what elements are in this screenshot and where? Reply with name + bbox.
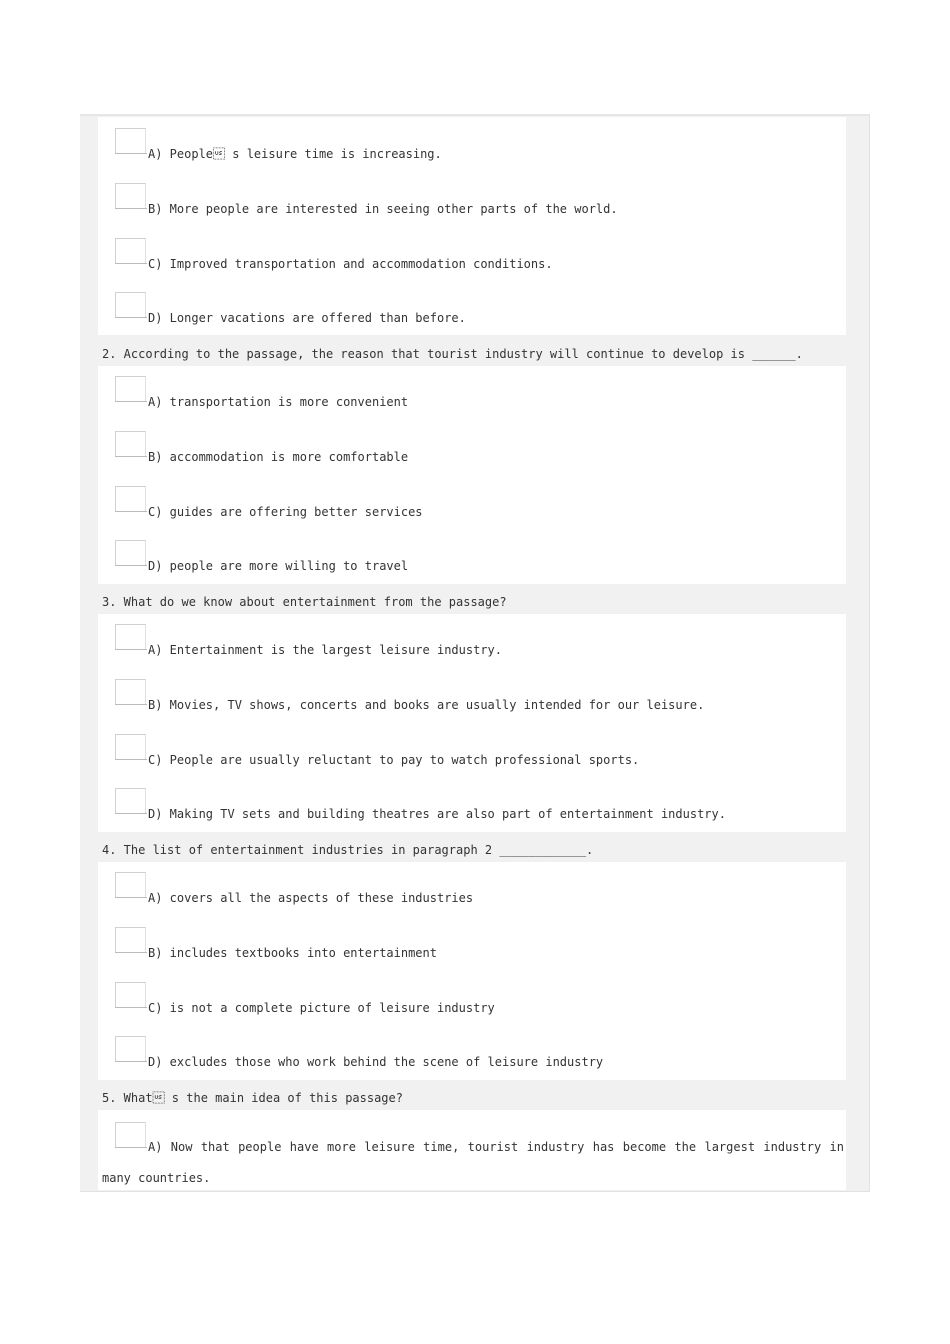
checkbox[interactable]: [115, 734, 146, 760]
option-label: B) includes textbooks into entertainment: [148, 946, 437, 960]
option-label: C) is not a complete picture of leisure industry: [148, 1001, 495, 1015]
checkbox[interactable]: [115, 238, 146, 264]
option-q2-b[interactable]: [98, 431, 846, 471]
option-label: D) excludes those who work behind the scene of leisure industry: [148, 1055, 604, 1069]
option-q1-b[interactable]: [98, 183, 846, 223]
option-q2-d[interactable]: [98, 540, 846, 580]
option-q2-a[interactable]: [98, 376, 846, 416]
option-q4-b[interactable]: [98, 927, 846, 967]
question-text: 2. According to the passage, the reason that tourist industry will continue to develop is ______.: [102, 347, 803, 361]
option-label: C) Improved transportation and accommodation conditions.: [148, 257, 553, 271]
option-label: D) Longer vacations are offered than before.: [148, 311, 466, 325]
option-label: B) More people are interested in seeing other parts of the world.: [148, 202, 618, 216]
option-label: A) Entertainment is the largest leisure industry.: [148, 643, 503, 657]
option-q3-a[interactable]: [98, 624, 846, 664]
option-q3-d[interactable]: [98, 788, 846, 828]
option-q4-a[interactable]: [98, 872, 846, 912]
option-label: C) guides are offering better services: [148, 505, 423, 519]
option-q2-c[interactable]: [98, 486, 846, 526]
checkbox[interactable]: [115, 872, 146, 898]
question-text: 3. What do we know about entertainment from the passage?: [102, 595, 507, 609]
option-label: B) accommodation is more comfortable: [148, 450, 409, 464]
option-q3-c[interactable]: [98, 734, 846, 774]
option-q4-d[interactable]: [98, 1036, 846, 1076]
option-q1-c[interactable]: [98, 238, 846, 278]
checkbox[interactable]: [115, 486, 146, 512]
option-q1-d[interactable]: [98, 292, 846, 332]
option-label: B) Movies, TV shows, concerts and books are usually intended for our leisure.: [148, 698, 705, 712]
question-text: 5. What s the main idea of this passage?: [102, 1091, 403, 1105]
checkbox[interactable]: [115, 927, 146, 953]
checkbox[interactable]: [115, 183, 146, 209]
checkbox[interactable]: [115, 128, 146, 154]
option-label: A) transportation is more convenient: [148, 395, 409, 409]
checkbox[interactable]: [115, 679, 146, 705]
option-label: A) People s leisure time is increasing.: [148, 147, 442, 161]
checkbox[interactable]: [115, 292, 146, 318]
option-q4-c[interactable]: [98, 982, 846, 1022]
question-text: 4. The list of entertainment industries in paragraph 2 ____________.: [102, 843, 594, 857]
checkbox[interactable]: [115, 431, 146, 457]
checkbox[interactable]: [115, 788, 146, 814]
checkbox[interactable]: [115, 624, 146, 650]
option-label: A) covers all the aspects of these industries: [148, 891, 474, 905]
option-label: D) people are more willing to travel: [148, 559, 409, 573]
option-q5-a[interactable]: [98, 1122, 846, 1188]
option-label: D) Making TV sets and building theatres are also part of entertainment industry.: [148, 807, 726, 821]
checkbox[interactable]: [115, 982, 146, 1008]
checkbox[interactable]: [115, 376, 146, 402]
option-label: A) Now that people have more leisure time, tourist industry has become the largest industry in many countries.: [102, 1140, 844, 1185]
option-q3-b[interactable]: [98, 679, 846, 719]
checkbox[interactable]: [115, 540, 146, 566]
checkbox[interactable]: [115, 1036, 146, 1062]
option-label: C) People are usually reluctant to pay to watch professional sports.: [148, 753, 640, 767]
option-q1-a[interactable]: [98, 128, 846, 168]
